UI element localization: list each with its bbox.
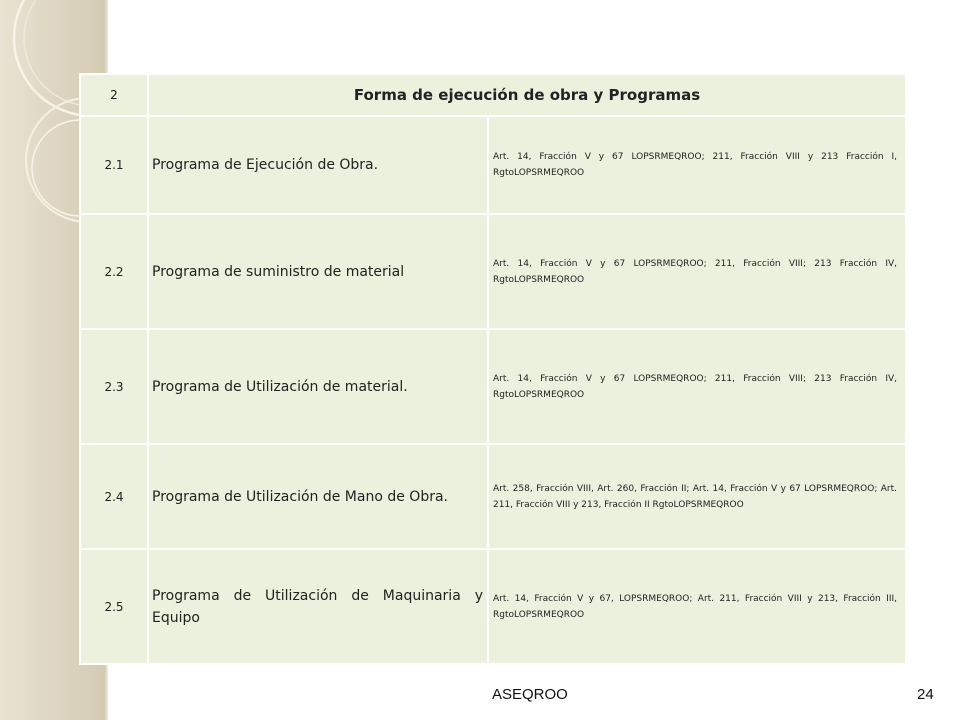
page-number: 24 [917, 686, 934, 703]
program-name: Programa de Ejecución de Obra. [148, 116, 488, 214]
legal-reference: Art. 258, Fracción VIII, Art. 260, Fracción II; Art. 14, Fracción V y 67 LOPSRMEQROO; Art. 211, Fracción VIII y 213, Fracción II RgtoLOPSRMEQROO [488, 444, 906, 549]
table-header-row [80, 74, 906, 116]
table-row [80, 116, 906, 214]
row-number: 2.5 [80, 549, 148, 664]
legal-reference: Art. 14, Fracción V y 67 LOPSRMEQROO; 211, Fracción VIII; 213 Fracción IV, RgtoLOPSRMEQROO [488, 329, 906, 444]
program-name: Programa de Utilización de Mano de Obra. [148, 444, 488, 549]
footer-organization: ASEQROO [492, 686, 568, 703]
program-name: Programa de suministro de material [148, 214, 488, 329]
row-number: 2.4 [80, 444, 148, 549]
section-number: 2 [80, 74, 148, 116]
table-row [80, 329, 906, 444]
section-title: Forma de ejecución de obra y Programas [148, 74, 906, 116]
programs-table [79, 73, 907, 665]
table-row [80, 214, 906, 329]
program-name: Programa de Utilización de material. [148, 329, 488, 444]
program-name: Programa de Utilización de Maquinaria y Equipo [148, 549, 488, 664]
legal-reference: Art. 14, Fracción V y 67, LOPSRMEQROO; Art. 211, Fracción VIII y 213, Fracción III, RgtoLOPSRMEQROO [488, 549, 906, 664]
legal-reference: Art. 14, Fracción V y 67 LOPSRMEQROO; 211, Fracción VIII; 213 Fracción IV, RgtoLOPSRMEQROO [488, 214, 906, 329]
table-row [80, 549, 906, 664]
legal-reference: Art. 14, Fracción V y 67 LOPSRMEQROO; 211, Fracción VIII y 213 Fracción I, RgtoLOPSRMEQROO [488, 116, 906, 214]
row-number: 2.2 [80, 214, 148, 329]
row-number: 2.1 [80, 116, 148, 214]
row-number: 2.3 [80, 329, 148, 444]
table-row [80, 444, 906, 549]
